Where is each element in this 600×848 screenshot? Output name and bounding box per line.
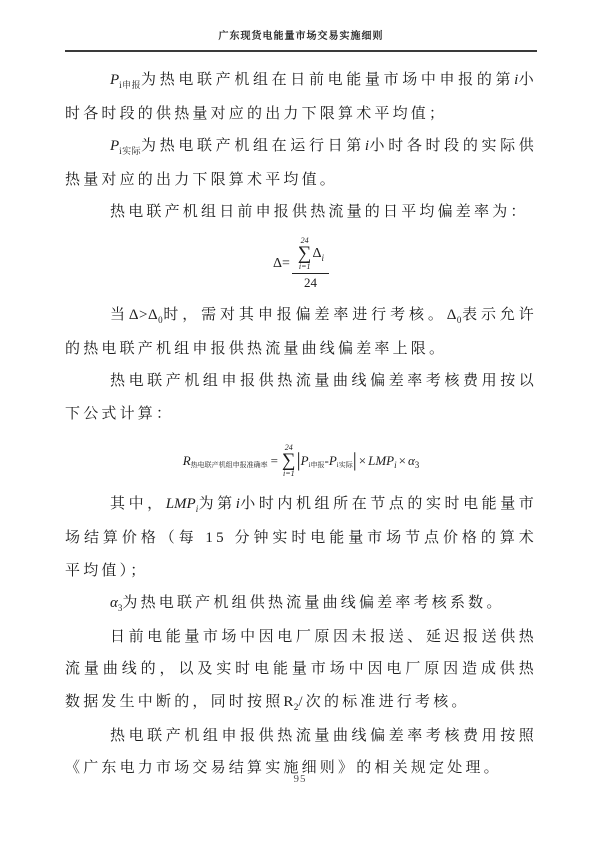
- summation: 24 ∑ i=1: [282, 443, 296, 479]
- para-assessment-condition: 当$\Delta>\Delta_0$时，需对其申报偏差率进行考核。$\Delta_0$表示允许的热电联产机组申报供热流量曲线偏差率上限。: [65, 306, 537, 357]
- fraction: 24 ∑ i=1 Δ i 24: [292, 237, 329, 291]
- para-deviation-intro: 热电联产机组日前申报供热流量的日平均偏差率为：: [110, 204, 529, 221]
- formula-assessment-fee: R 热电联产机组申报准确率 = 24 ∑ i=1 | P i申报 - P i实际 | × LMP i × α 3: [182, 443, 420, 479]
- document-body: [65, 64, 537, 785]
- summation: 24 ∑ i=1: [297, 235, 312, 271]
- para-actual-power-def: $P_{i实际}$为热电联产机组在运行日第i小时各时段的实际供热量对应的出力下限算术平均值。: [65, 138, 537, 188]
- header-title: 广东现货电能量市场交易实施细则: [218, 31, 384, 42]
- header-rule: [65, 50, 537, 52]
- page-number: 95: [293, 773, 307, 785]
- sigma-symbol: ∑: [282, 450, 296, 472]
- para-alpha-definition: $\alpha_3$为热电联产机组供热流量曲线偏差率考核系数。: [110, 595, 505, 614]
- formula-daily-deviation-rate: [65, 235, 537, 293]
- para-settlement-reference: 热电联产机组申报供热流量曲线偏差率考核费用按照《广东电力市场交易结算实施细则》的相关规定处理。: [65, 727, 537, 777]
- formula-lhs: Δ=: [273, 255, 290, 271]
- sigma-symbol: ∑: [297, 242, 312, 264]
- para-declared-power-def: $P_{i申报}$为热电联产机组在日前电能量市场中申报的第i小时各时段的供热量对应的出力下限算术平均值；: [65, 72, 537, 122]
- para-interruption-assessment: 日前电能量市场中因电厂原因未报送、延迟报送供热流量曲线的，以及实时电能量市场中因电厂原因造成供热数据发生中断的，同时按照$R_2/$次的标准进行考核。: [65, 628, 537, 712]
- para-lmp-definition: 其中，$LMP_i$为第i小时内机组所在节点的实时电能量市场结算价格（每 15 分钟实时电能量市场节点价格的算术平均值）；: [65, 496, 538, 579]
- para-fee-formula-intro: 热电联产机组申报供热流量曲线偏差率考核费用按以下公式计算：: [65, 373, 537, 422]
